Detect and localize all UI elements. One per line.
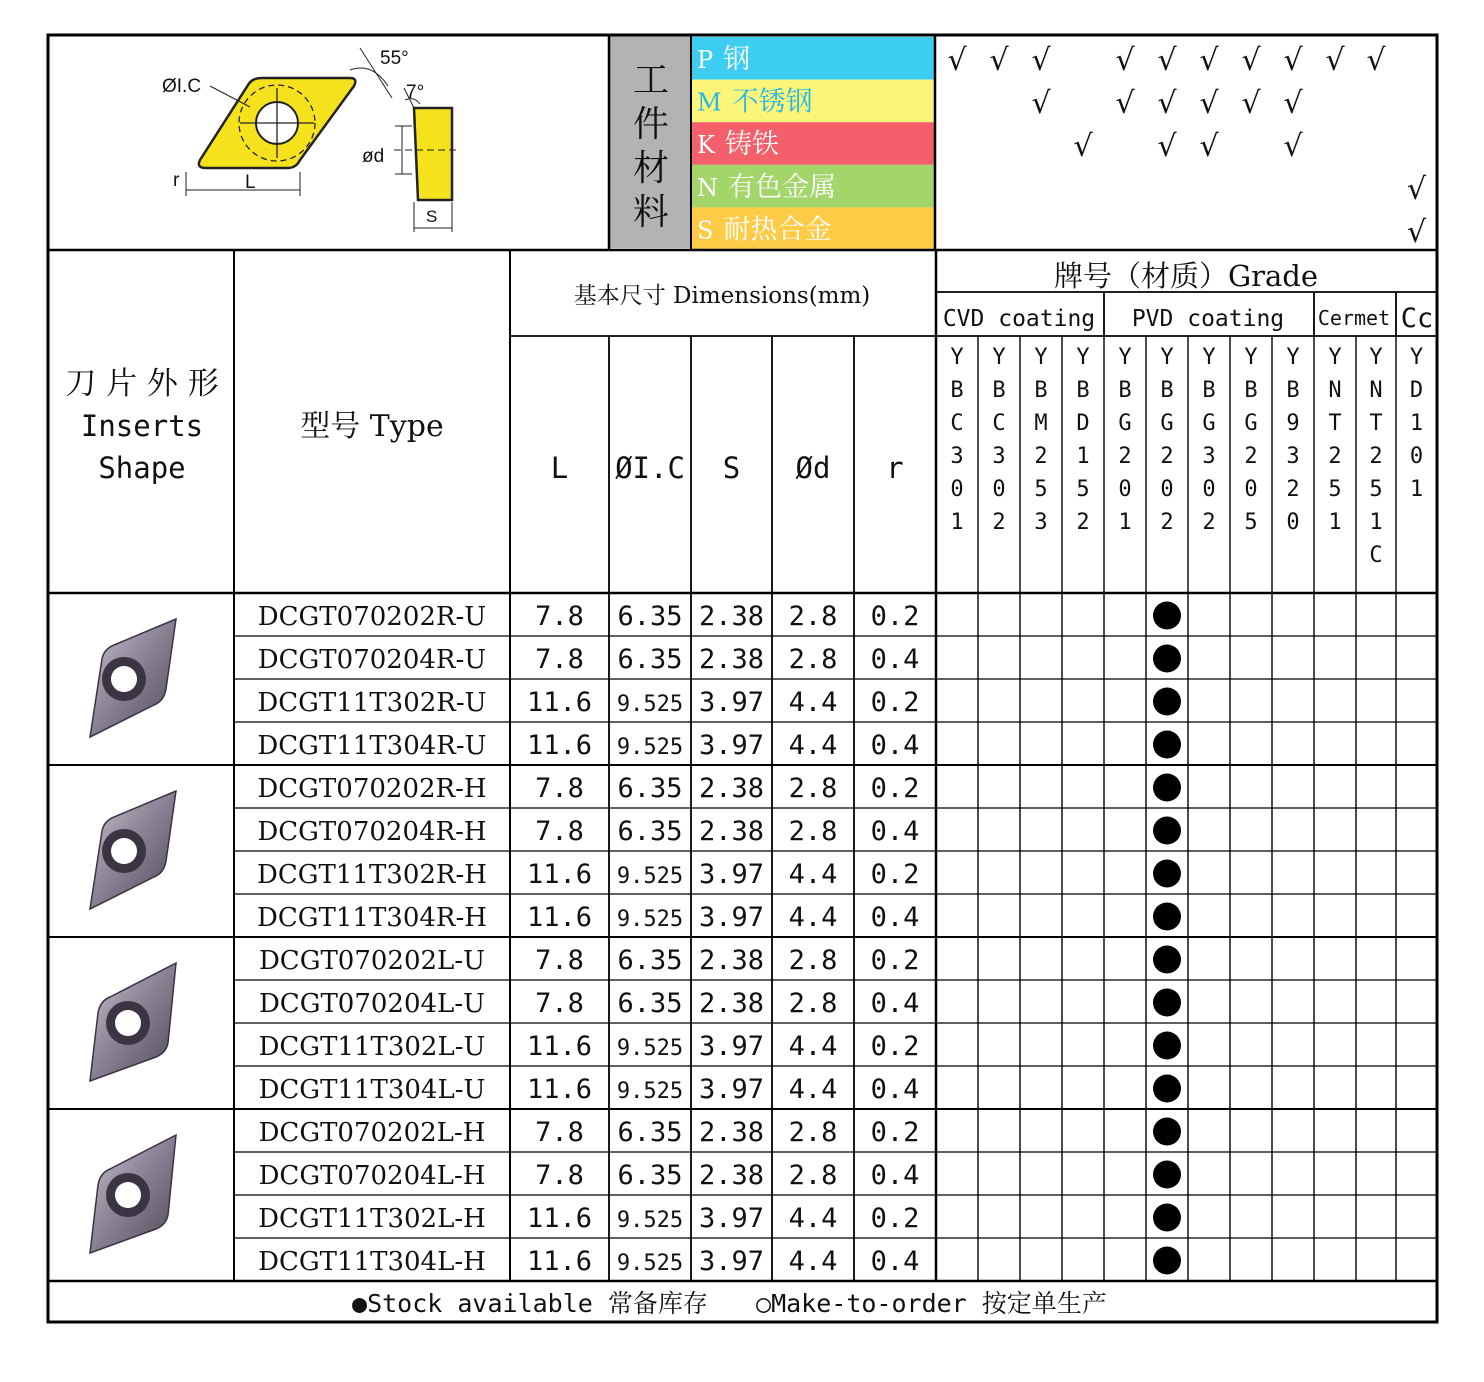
type-cell: DCGT11T304R-U [257, 731, 487, 761]
dim-cell-l: 11.6 [526, 1031, 593, 1062]
dim-cell-ic: 9.525 [616, 864, 684, 889]
type-cell: DCGT070204L-U [258, 989, 486, 1019]
grade-char: Y [1202, 345, 1216, 370]
dim-cell-d: 4.4 [788, 1246, 838, 1277]
stock-dot [1153, 817, 1181, 845]
dim-cell-s: 3.97 [698, 902, 765, 933]
dim-cell-l: 11.6 [526, 1074, 593, 1105]
dim-cell-l: 11.6 [526, 687, 593, 718]
grade-char: Y [1118, 345, 1132, 370]
table-row [257, 687, 1181, 718]
type-cell: DCGT11T304R-H [257, 903, 487, 933]
grade-char: 5 [1076, 477, 1090, 502]
dim-cell-s: 3.97 [698, 859, 765, 890]
grade-char: 0 [950, 477, 964, 502]
grade-char: 5 [1034, 477, 1048, 502]
legend [352, 1289, 1107, 1318]
insert-photo-l-u [90, 963, 176, 1081]
dim-cell-s: 2.38 [698, 1117, 765, 1148]
grade-char: D [1409, 378, 1424, 403]
grade-char: 2 [1328, 444, 1342, 469]
shape-header-en1: Inserts [80, 409, 204, 443]
type-cell: DCGT070202L-H [258, 1118, 486, 1148]
table-row [257, 730, 1181, 761]
dimension-column-headers [551, 451, 904, 485]
grade-col-header [1410, 345, 1423, 502]
grade-char: B [1160, 378, 1174, 403]
legend-stock [352, 1289, 708, 1318]
grade-char: B [992, 378, 1006, 403]
table-row [259, 1117, 1181, 1148]
material-band-m [692, 80, 935, 123]
dim-cell-l: 11.6 [526, 1246, 593, 1277]
dim-cell-d: 2.8 [788, 945, 838, 976]
grade-char: C [1369, 543, 1383, 568]
grade-char: 0 [1202, 477, 1216, 502]
table-row [259, 988, 1181, 1019]
grade-char: 2 [1076, 510, 1090, 535]
table-row [259, 945, 1181, 976]
grade-col-header [1244, 345, 1257, 535]
table-row [258, 1203, 1181, 1234]
stock-dot [1153, 645, 1181, 673]
dim-col-header: ØI.C [615, 451, 685, 485]
length-label: L [245, 172, 256, 193]
suitability-check: √ [1241, 86, 1261, 121]
thickness-label: S [426, 207, 438, 226]
dim-cell-r: 0.2 [870, 601, 920, 632]
material-code: S [697, 216, 714, 245]
dim-cell-r: 0.4 [870, 816, 920, 847]
dim-cell-d: 4.4 [788, 1074, 838, 1105]
grade-char: 5 [1369, 477, 1383, 502]
product-rows [257, 601, 1181, 1277]
hole-diameter-label: ød [362, 146, 385, 167]
grade-char: Y [1409, 345, 1424, 370]
insert-photo-r-h [90, 791, 176, 909]
stock-dot [1153, 1204, 1181, 1232]
dim-cell-l: 7.8 [535, 773, 584, 804]
dim-cell-ic: 9.525 [616, 1036, 684, 1061]
grade-char: Y [1076, 345, 1090, 370]
dim-cell-ic: 9.525 [616, 735, 684, 760]
grade-char: 0 [1118, 477, 1132, 502]
group-cvd: CVD coating [942, 306, 1096, 332]
type-cell: DCGT11T304L-H [258, 1247, 486, 1277]
material-code: N [697, 173, 718, 202]
grade-col-header [1286, 345, 1299, 535]
material-bands [692, 37, 935, 250]
stock-dot [1153, 903, 1181, 931]
stock-text: Stock available 常备库存 [367, 1289, 708, 1318]
stock-dot [1153, 1118, 1181, 1146]
dimensions-header: 基本尺寸 Dimensions(mm) [573, 283, 871, 309]
dim-cell-d: 4.4 [788, 687, 838, 718]
grade-char: B [1034, 378, 1048, 403]
grade-char: B [1202, 378, 1216, 403]
dim-cell-l: 7.8 [535, 988, 584, 1019]
suitability-check: √ [1366, 43, 1386, 78]
material-label-k [697, 129, 779, 160]
type-cell: DCGT11T302L-H [258, 1204, 486, 1234]
grade-char: C [992, 411, 1006, 436]
dim-cell-ic: 9.525 [616, 907, 684, 932]
grade-char: 0 [1286, 510, 1300, 535]
grade-char: 1 [1409, 477, 1424, 502]
dim-cell-s: 2.38 [698, 773, 765, 804]
grade-char: Y [1286, 345, 1300, 370]
dim-cell-l: 7.8 [535, 945, 584, 976]
grade-char: M [1034, 411, 1048, 436]
shape-header-cn: 刀 片 外 形 [65, 366, 219, 402]
grade-col-header [1202, 345, 1215, 535]
dim-cell-ic: 6.35 [617, 988, 683, 1019]
stock-dot [1153, 1161, 1181, 1189]
suitability-check: √ [1157, 129, 1177, 164]
material-label-n [697, 172, 836, 203]
suitability-check: √ [1031, 86, 1051, 121]
grade-char: Y [992, 345, 1006, 370]
grade-char: B [1244, 378, 1258, 403]
dim-cell-d: 4.4 [788, 1031, 838, 1062]
dim-cell-ic: 6.35 [617, 644, 683, 675]
material-name: 不锈钢 [731, 86, 813, 118]
dim-cell-l: 7.8 [535, 601, 584, 632]
dim-cell-d: 2.8 [788, 1117, 838, 1148]
suitability-check: √ [947, 43, 967, 78]
grade-char: 0 [1244, 477, 1258, 502]
grade-char: B [950, 378, 964, 403]
dim-cell-l: 7.8 [535, 644, 584, 675]
material-name: 有色金属 [728, 171, 836, 203]
type-header: 型号 Type [300, 409, 444, 444]
dim-cell-r: 0.4 [870, 1074, 920, 1105]
table-row [257, 773, 1181, 804]
dim-cell-ic: 9.525 [616, 1208, 684, 1233]
grade-char: Y [950, 345, 964, 370]
grade-char: 1 [1409, 411, 1424, 436]
dim-cell-r: 0.2 [870, 945, 920, 976]
stock-dot [1153, 1247, 1181, 1275]
dim-cell-l: 11.6 [526, 730, 593, 761]
grade-char: 1 [950, 510, 964, 535]
type-cell: DCGT11T302R-U [257, 688, 487, 718]
grade-char: Y [1369, 345, 1383, 370]
dim-cell-r: 0.2 [870, 687, 920, 718]
suitability-check: √ [1199, 43, 1219, 78]
suitability-check: √ [1283, 43, 1303, 78]
dim-cell-s: 3.97 [698, 687, 765, 718]
group-cermet: Cermet [1317, 306, 1391, 330]
grade-char: 2 [1202, 510, 1216, 535]
type-cell: DCGT070202L-U [258, 946, 486, 976]
grade-char: 2 [1286, 477, 1300, 502]
type-cell: DCGT070204R-H [257, 817, 487, 847]
shape-header-en2: Shape [98, 451, 186, 485]
table-row [258, 1246, 1181, 1277]
dim-cell-r: 0.2 [870, 1203, 920, 1234]
grade-char: 5 [1244, 510, 1258, 535]
dim-cell-ic: 6.35 [617, 945, 683, 976]
suitability-check: √ [1199, 129, 1219, 164]
insert-hole [115, 1010, 141, 1036]
workpiece-title-char: 工 [632, 60, 670, 101]
grade-char: 0 [1409, 444, 1424, 469]
dim-cell-d: 4.4 [788, 730, 838, 761]
suitability-check: √ [1283, 86, 1303, 121]
grade-char: 2 [1160, 510, 1174, 535]
type-cell: DCGT070202R-U [257, 602, 487, 632]
insert-hole [115, 1182, 141, 1208]
dim-cell-s: 2.38 [698, 945, 765, 976]
stock-dot [1153, 602, 1181, 630]
dim-cell-d: 4.4 [788, 859, 838, 890]
grade-char: 2 [1160, 444, 1174, 469]
grade-char: 3 [1286, 444, 1300, 469]
suitability-check: √ [1406, 172, 1427, 207]
dim-cell-ic: 6.35 [617, 1160, 683, 1191]
dim-cell-d: 2.8 [788, 816, 838, 847]
stock-dot [1153, 731, 1181, 759]
dim-cell-l: 11.6 [526, 1203, 593, 1234]
stock-dot [1153, 774, 1181, 802]
dim-cell-d: 4.4 [788, 1203, 838, 1234]
grade-char: 2 [992, 510, 1006, 535]
dim-cell-d: 2.8 [788, 644, 838, 675]
dim-cell-d: 2.8 [788, 773, 838, 804]
suitability-check: √ [1325, 43, 1345, 78]
grade-char: 1 [1328, 510, 1342, 535]
grade-char: 3 [1034, 510, 1048, 535]
dim-cell-ic: 9.525 [616, 1079, 684, 1104]
dim-cell-r: 0.4 [870, 1246, 920, 1277]
dim-cell-ic: 9.525 [616, 692, 684, 717]
insert-hole [111, 838, 137, 864]
grade-char: 2 [1118, 444, 1132, 469]
dim-cell-ic: 6.35 [617, 1117, 683, 1148]
dim-cell-r: 0.2 [870, 773, 920, 804]
insert-geometry-diagram [162, 48, 460, 232]
type-cell: DCGT070204L-H [258, 1161, 486, 1191]
dim-cell-s: 2.38 [698, 816, 765, 847]
type-cell: DCGT070202R-H [257, 774, 487, 804]
dim-cell-l: 7.8 [535, 1160, 584, 1191]
workpiece-title-char: 件 [632, 104, 670, 145]
material-code: K [697, 131, 715, 160]
order-text: Make-to-order 按定单生产 [771, 1289, 1107, 1318]
stock-dot [1153, 688, 1181, 716]
grade-char: 2 [1034, 444, 1048, 469]
grade-col-header [1034, 345, 1047, 535]
group-cc: Cc [1400, 303, 1434, 334]
dim-cell-l: 11.6 [526, 902, 593, 933]
grade-char: Y [1328, 345, 1342, 370]
table-row [259, 1160, 1181, 1191]
grade-char: T [1369, 411, 1383, 436]
material-name: 钢 [723, 44, 751, 75]
grade-char: 5 [1328, 477, 1342, 502]
grade-char: G [1118, 411, 1132, 436]
grade-char: C [950, 411, 964, 436]
type-cell: DCGT11T302L-U [258, 1032, 486, 1062]
dim-cell-d: 2.8 [788, 601, 838, 632]
dim-cell-r: 0.4 [870, 988, 920, 1019]
grade-char: Y [1034, 345, 1048, 370]
stock-dot [1153, 1032, 1181, 1060]
dim-cell-ic: 9.525 [616, 1251, 684, 1276]
group-pvd: PVD coating [1131, 306, 1285, 332]
dim-col-header: S [722, 451, 741, 485]
grade-char: 2 [1369, 444, 1383, 469]
material-code: M [697, 88, 722, 117]
grade-col-header [1118, 345, 1131, 535]
table-row [259, 1074, 1181, 1105]
grade-char: Y [1160, 345, 1174, 370]
table-row [258, 601, 1181, 632]
grade-char: 1 [1076, 444, 1090, 469]
grade-col-header [1328, 345, 1341, 535]
dim-cell-r: 0.2 [870, 859, 920, 890]
dim-cell-r: 0.2 [870, 1117, 920, 1148]
suitability-check: √ [1406, 215, 1427, 250]
grade-char: 3 [1202, 444, 1216, 469]
material-name: 铸铁 [724, 129, 779, 161]
dim-col-header: L [550, 451, 569, 485]
material-name: 耐热合金 [723, 214, 832, 246]
grade-char: N [1328, 378, 1342, 403]
grade-char: 0 [1160, 477, 1174, 502]
grade-char: G [1244, 411, 1258, 436]
grade-char: T [1328, 411, 1342, 436]
grade-char: Y [1244, 345, 1258, 370]
table-row [258, 644, 1181, 675]
insert-photo-l-h [90, 1135, 176, 1253]
angle-7-label: 7° [406, 82, 425, 103]
dim-cell-l: 11.6 [526, 859, 593, 890]
grade-char: 0 [992, 477, 1006, 502]
dim-cell-s: 2.38 [698, 601, 765, 632]
dim-cell-s: 2.38 [698, 644, 765, 675]
grade-col-header [1369, 345, 1382, 568]
dim-cell-s: 3.97 [698, 1074, 765, 1105]
dim-col-header: r [886, 451, 904, 485]
suitability-check: √ [1115, 86, 1135, 121]
suitability-check: √ [989, 43, 1009, 78]
grade-char: D [1076, 411, 1090, 436]
grade-char: G [1202, 411, 1216, 436]
suitability-check: √ [1157, 86, 1177, 121]
stock-dot [1153, 989, 1181, 1017]
grade-char: B [1076, 378, 1090, 403]
type-cell: DCGT11T302R-H [257, 860, 487, 890]
material-suitability-checks [947, 43, 1427, 250]
material-label-p [697, 44, 750, 75]
suitability-check: √ [1199, 86, 1219, 121]
dim-cell-ic: 6.35 [617, 773, 683, 804]
grade-col-header [1076, 345, 1089, 535]
dim-cell-ic: 6.35 [617, 601, 683, 632]
grade-char: 1 [1118, 510, 1132, 535]
grade-col-header [992, 345, 1005, 535]
material-label-m [697, 87, 813, 118]
type-cell: DCGT070204R-U [257, 645, 487, 675]
grade-char: 1 [1369, 510, 1383, 535]
dim-cell-r: 0.4 [870, 730, 920, 761]
dim-cell-r: 0.4 [870, 1160, 920, 1191]
dim-cell-s: 3.97 [698, 730, 765, 761]
suitability-check: √ [1073, 129, 1093, 164]
table-row [257, 902, 1181, 933]
grade-header: 牌号（材质）Grade [1053, 259, 1319, 293]
table-row [257, 816, 1181, 847]
insert-side-view [414, 108, 452, 200]
radius-label: r [173, 170, 180, 191]
grade-char: B [1286, 378, 1300, 403]
insert-hole [111, 666, 137, 692]
suitability-check: √ [1115, 43, 1135, 78]
dim-cell-d: 2.8 [788, 988, 838, 1019]
suitability-check: √ [1157, 43, 1177, 78]
legend-order [756, 1289, 1107, 1318]
workpiece-title-char: 材 [632, 148, 670, 189]
type-cell: DCGT11T304L-U [258, 1075, 486, 1105]
material-code: P [697, 46, 714, 74]
dim-cell-ic: 6.35 [617, 816, 683, 847]
angle-55-label: 55° [380, 48, 409, 69]
grade-char: B [1118, 378, 1132, 403]
order-symbol: ○ [756, 1289, 772, 1318]
suitability-check: √ [1241, 43, 1261, 78]
grade-char: 9 [1286, 411, 1300, 436]
ic-label: ØI.C [162, 76, 202, 97]
dim-cell-r: 0.2 [870, 1031, 920, 1062]
dim-col-header: Ød [795, 451, 831, 485]
dim-cell-s: 3.97 [698, 1203, 765, 1234]
grade-char: 3 [992, 444, 1006, 469]
table-row [259, 1031, 1181, 1062]
grade-column-headers [950, 345, 1423, 568]
stock-dot [1153, 1075, 1181, 1103]
dim-cell-r: 0.4 [870, 644, 920, 675]
dim-cell-d: 2.8 [788, 1160, 838, 1191]
suitability-check: √ [1031, 43, 1051, 78]
workpiece-title-char: 料 [632, 192, 670, 233]
stock-dot [1153, 946, 1181, 974]
grade-char: 2 [1244, 444, 1258, 469]
dim-cell-s: 3.97 [698, 1031, 765, 1062]
table-row [257, 859, 1181, 890]
dim-cell-s: 2.38 [698, 988, 765, 1019]
dim-cell-s: 3.97 [698, 1246, 765, 1277]
insert-photo-r-u [90, 619, 176, 737]
grade-char: N [1369, 378, 1383, 403]
grade-char: 3 [950, 444, 964, 469]
grade-char: G [1160, 411, 1174, 436]
grade-col-header [1160, 345, 1173, 535]
grade-col-header [950, 345, 963, 535]
dim-cell-l: 7.8 [535, 816, 584, 847]
suitability-check: √ [1283, 129, 1303, 164]
stock-dot [1153, 860, 1181, 888]
dim-cell-l: 7.8 [535, 1117, 584, 1148]
dim-cell-d: 4.4 [788, 902, 838, 933]
dim-cell-s: 2.38 [698, 1160, 765, 1191]
dim-cell-r: 0.4 [870, 902, 920, 933]
stock-symbol: ● [352, 1289, 368, 1318]
